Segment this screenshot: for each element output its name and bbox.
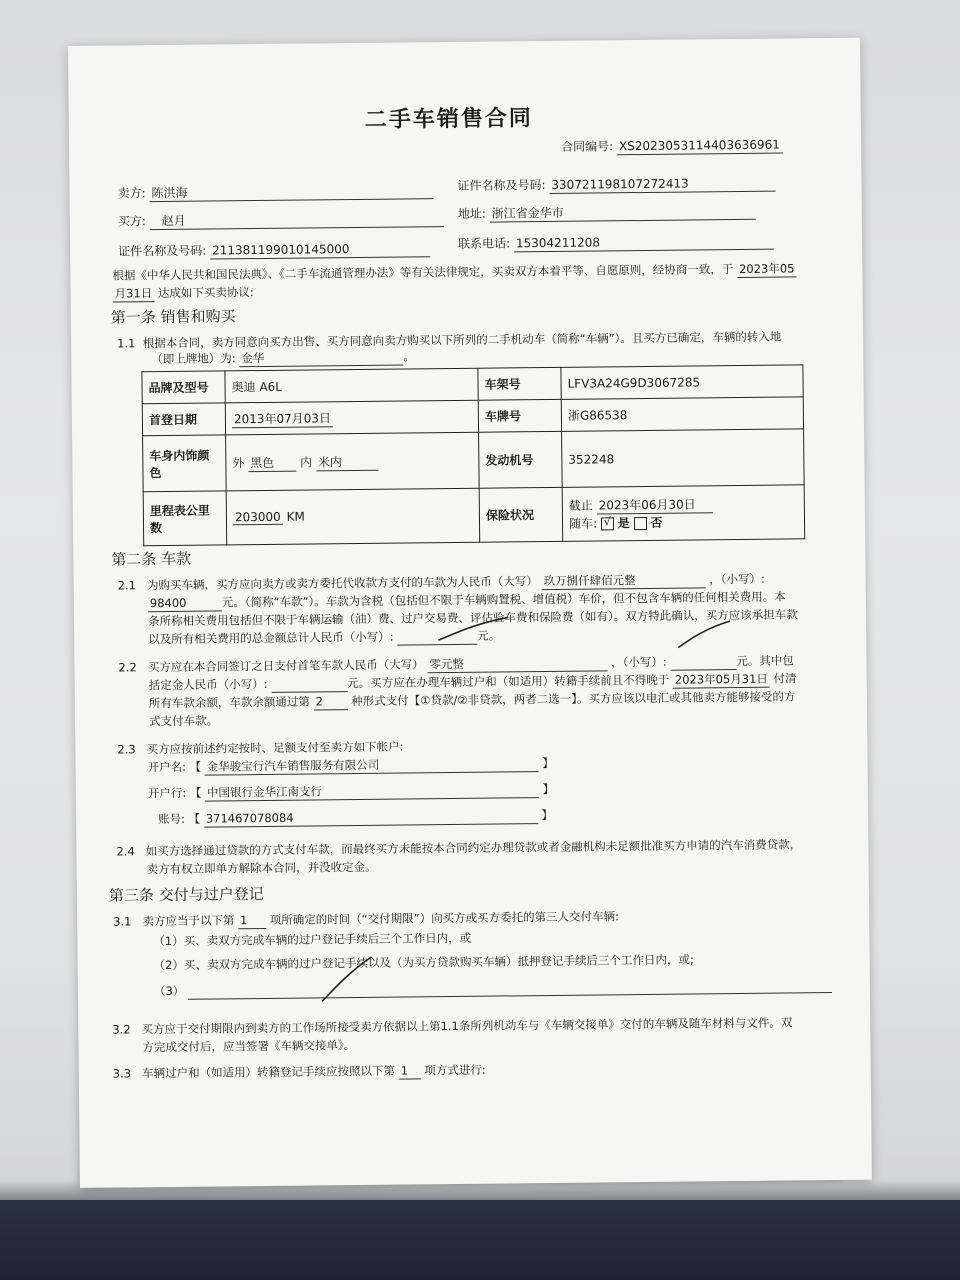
- buyer-phone-row: 联系电话: 15304211208: [458, 233, 774, 253]
- brand-label: 品牌及型号: [142, 371, 225, 404]
- plate-value: 浙G86538: [561, 397, 803, 432]
- clause-3-3-line-1: 3.3 车辆过户和（如适用）转籍登记手续应按照以下第 1 项方式进行:: [112, 1062, 486, 1081]
- clause-2-1-line-1: 2.1 为购买车辆，买方应向卖方或卖方委托代收款方支付的车款为人民币（大写） 玖万捌仟肆佰元整 ，（小写）:: [117, 571, 765, 593]
- clause-2-1-line-2: 98400 元。（简称“车款”）。车款为含税（包括但不限于车辆购置税、增值税）车价，但不包含车辆的任何相关费用。本: [148, 589, 786, 613]
- account-number-row: 账号: 【 371467078084 】: [158, 807, 553, 827]
- clause-2-1-line-3: 条所称相关费用包括但不限于车辆运输（油）费、过户交易费、评估验车费和保险费（如有）。双方特此确认，买方应该承担车款: [147, 607, 798, 629]
- handwritten-strike-mark: [674, 619, 734, 652]
- buyer-address-row: 地址: 浙江省金华市: [458, 203, 756, 223]
- plate-label: 车牌号: [478, 399, 561, 432]
- vin-value: LFV3A24G9D3067285: [561, 365, 803, 400]
- brand-value: 奥迪 A6L: [225, 368, 478, 403]
- clause-3-2-line-1: 3.2 买方应于交付期限内到卖方的工作场所接受卖方依据以上第1.1条所列机动车与《车辆交接单》交付的车辆及随车材料与文件。双: [112, 1015, 793, 1037]
- clause-3-1-option-3: （3）: [154, 976, 832, 1000]
- vin-label: 车架号: [478, 367, 561, 400]
- contract-page: [68, 38, 872, 1188]
- mileage-label: 里程表公里 数: [143, 491, 227, 546]
- vehicle-table: [141, 364, 805, 546]
- checkbox-no: [634, 517, 647, 530]
- insurance-label: 保险状况: [479, 487, 563, 542]
- clause-2-2-line-3: 所有车款余额，车款余额通过第 2 种形式支付【①贷款/②非贷款，两者二选一】。买方应该以电汇或其他卖方能够接受的方: [148, 689, 796, 711]
- engine-value: 352248: [562, 429, 805, 488]
- clause-2-2-line-4: 式支付车款。: [149, 713, 219, 729]
- reg-date-label: 首登日期: [142, 403, 225, 436]
- color-label: 车身内饰颜 色: [143, 435, 227, 492]
- buyer-row: 买方: 赵月: [118, 210, 444, 230]
- clause-2-4-line-1: 2.4 如买方选择通过贷款的方式支付车款，而最终买方未能按本合同约定办理贷款或者金融机构未足额批准买方申请的汽车消费贷款，: [116, 837, 802, 859]
- checkbox-yes: [601, 517, 614, 530]
- reg-date-cell: [225, 400, 478, 435]
- exterior-color: 黑色: [248, 453, 296, 472]
- table-row: [143, 429, 805, 492]
- clause-3-2-line-2: 方完成交付后，应当签署《车辆交接单》。: [142, 1038, 356, 1055]
- table-surface: [0, 1200, 960, 1280]
- clause-1-1-line-2: （即上牌地）为: 金华 。: [151, 349, 415, 367]
- insurance-cell: 截止 2023年06月30日 随车: √ 是 否: [562, 485, 805, 542]
- buyer-id-row: 证件名称及号码: 211381199010145000: [118, 240, 430, 260]
- insurance-until: 2023年06月30日: [597, 495, 713, 514]
- clause-3-1-option-1: （1）买、卖双方完成车辆的过户登记手续后三个工作日内，或: [153, 930, 472, 949]
- handwritten-strike-mark: [318, 955, 379, 1006]
- account-bank-row: 开户行: 【 中国银行金华江南支行 】: [147, 781, 555, 801]
- clause-2-4-line-2: 卖方有权立即单方解除本合同，并没收定金。: [146, 859, 377, 877]
- table-row: [143, 485, 805, 546]
- section-1-heading: 第一条 销售和购买: [110, 307, 236, 327]
- section-3-heading: 第三条 交付与过户登记: [108, 884, 264, 905]
- preamble-line-2: 月31日 达成如下买卖协议:: [113, 284, 254, 302]
- clause-2-2-line-2: 括定金人民币（小写）: 元。买方应在办理车辆过户和（如适用）转籍手续前且不得晚于 2023年05月31日 付清: [148, 671, 797, 693]
- seller-row: 卖方: 陈洪海: [117, 182, 433, 202]
- clause-1-1-line-1: 1.1 根据本合同，卖方同意向买方出售、买方同意向卖方购买以下所列的二手机动车（简称“车辆”）。且买方已确定，车辆的转入地: [117, 329, 782, 351]
- section-2-heading: 第二条 车款: [111, 549, 192, 569]
- engine-label: 发动机号: [479, 431, 563, 488]
- clause-3-1-option-2: （2）买、卖双方完成车辆的过户登记手续以及（为买方贷款购买车辆）抵押登记手续后三个工作日内，或;: [153, 952, 694, 973]
- account-name-row: 开户名: 【 金华骏宝行汽车销售服务有限公司 】: [147, 755, 554, 775]
- clause-2-3-line-1: 2.3 买方应按前述约定按时、足额支付至卖方如下帐户:: [117, 739, 404, 757]
- color-cell: 外 黑色 内 米内: [226, 432, 480, 491]
- tick-mark: √: [603, 515, 611, 529]
- contract-number: 合同编号: XS20230531144036369​61: [561, 137, 783, 156]
- clause-2-2-line-1: 2.2 买方应在本合同签订之日支付首笔车款人民币（大写） 零元整 ，（小写）: 元。其中包: [118, 653, 794, 675]
- handwritten-strike-mark: [434, 615, 514, 646]
- mileage-value: 203000: [233, 510, 283, 526]
- page-title: 二手车销售合同: [364, 106, 533, 133]
- clause-3-1-line-1: 3.1 卖方应当于以下第 1 项所确定的时间（“交付期限”）向买方或买方委托的第三人交付车辆:: [113, 909, 620, 929]
- seller-id-row: 证件名称及号码: 330721198107272413: [457, 175, 775, 195]
- mileage-cell: 203000 KM: [226, 488, 480, 545]
- interior-color: 米内: [316, 452, 378, 471]
- reg-date-value: 2013年07月03日: [232, 409, 333, 428]
- clause-2-1-line-4: 以及所有相关费用的总金额总计人民币（小写）: 元。: [148, 628, 501, 647]
- preamble-line-1: 根据《中华人民共和国民法典》、《二手车流通管理办法》等有关法律规定，买卖双方本着平等、自愿原则，经协商一致，于 2023年05: [112, 260, 796, 284]
